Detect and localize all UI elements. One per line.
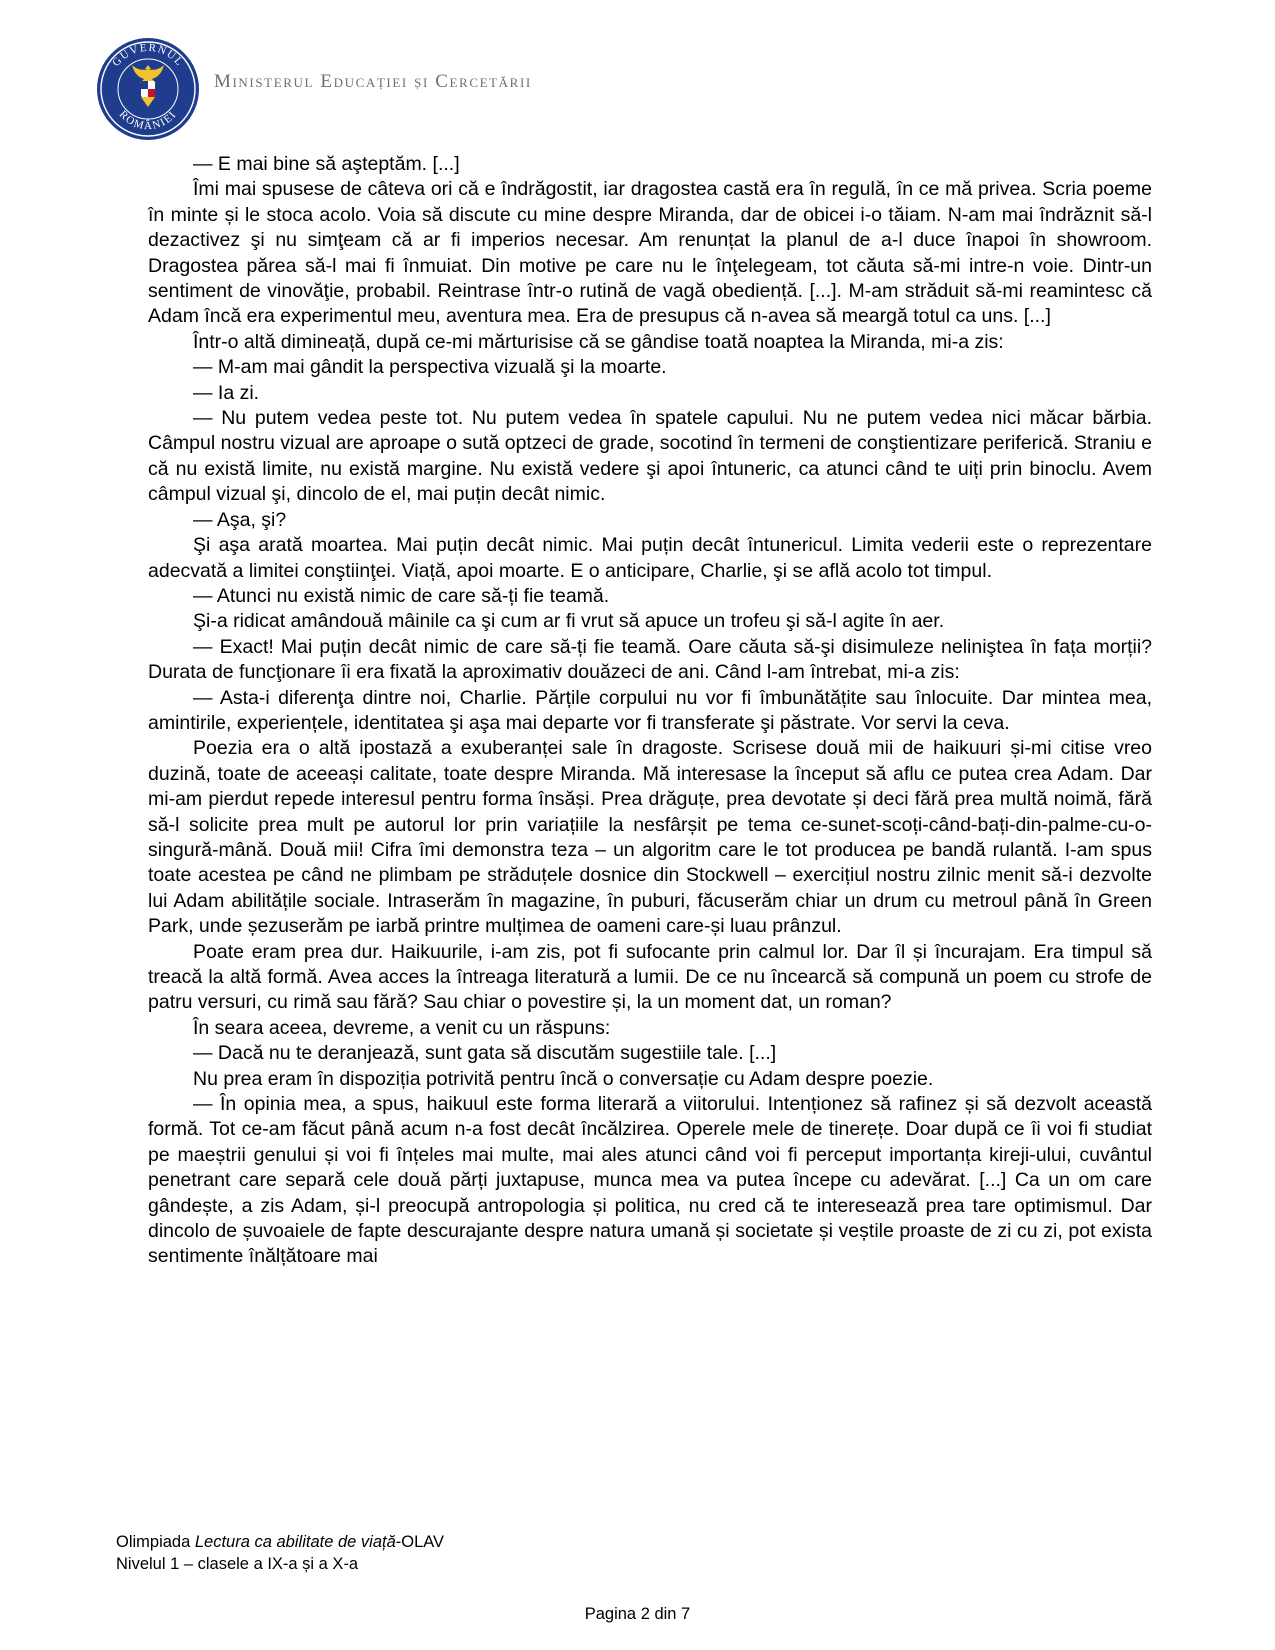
paragraph: Şi-a ridicat amândouă mâinile ca şi cum ar fi vrut să apuce un trofeu şi să-l agite în aer. xyxy=(193,610,945,633)
paragraph: — Exact! Mai puțin decât nimic de care să-ți fie teamă. Oare căuta să-şi disimuleze neliniştea în fața morții? Durata de funcţionare îi era fixată la aproximativ douăzeci de ani. Când l-am întrebat, mi-a zis: xyxy=(148,635,1152,684)
paragraph: Într-o altă dimineață, după ce-mi mărturisise că se gândise toată noaptea la Miranda, mi-a zis: xyxy=(193,330,1004,353)
paragraph: — În opinia mea, a spus, haikuul este forma literară a viitorului. Intenționez să rafinez și să dezvolt această formă. Tot ce-am făcut până acum n-a fost decât încălzirea. Operele mele de tinerețe. Doar după ce îi voi fi studiat pe maeștrii genului și voi fi înțeles mai multe, mai ales atunci când voi fi perceput importanța kireji-ului, cuvântul penetrant care separă cele două părți juxtapuse, munca mea va putea începe cu adevărat. [...] Ca un om care gândește, a zis Adam, și-l preocupă antropologia și politica, nu cred că te interesează prea tare optimismul. Dar dincolo de șuvoaiele de fapte descurajante despre natura umană și societate și veștile proaste de zi cu zi, pot exista sentimente înălțătoare mai xyxy=(148,1093,1152,1268)
paragraph: Poezia era o altă ipostază a exuberanței sale în dragoste. Scrisese două mii de haikuuri și-mi citise vreo duzină, toate de aceeași calitate, toate despre Miranda. Mă interesase la început să aflu ce putea crea Adam. Dar mi-am pierdut repede interesul pentru forma însăși. Prea drăguțe, prea devotate și deci fără prea multă noimă, fără să-l solicite prea mult pe autorul lor prin variațiile la nesfârșit pe tema ce-sunet-scoți-când-bați-din-palme-cu-o-singură-mână. Două mii! Cifra îmi demonstra teza – un algoritm care le tot producea pe bandă rulantă. I-am spus toate acestea pe când ne plimbam pe străduțele dosnice din Stockwell – exercițiul nostru zilnic menit să-i dezvolte lui Adam abilitățile sociale. Intraserăm în magazine, în puburi, făcuserăm chiar un drum cu metroul până în Green Park, unde șezuserăm pe iarbă printre mulțimea de oameni care-și luau prânzul. xyxy=(148,737,1152,938)
page-header xyxy=(96,34,532,144)
paragraph: Nu prea eram în dispoziția potrivită pentru încă o conversație cu Adam despre poezie. xyxy=(193,1067,934,1090)
olympiad-prefix: Olimpiada xyxy=(116,1533,195,1551)
paragraph: — Ia zi. xyxy=(193,381,260,404)
government-seal-logo xyxy=(96,37,200,141)
svg-text:ROMÂNIEI: ROMÂNIEI xyxy=(116,108,180,133)
paragraph: — M-am mai gândit la perspectiva vizuală şi la moarte. xyxy=(193,356,667,379)
page-number: Pagina 2 din 7 xyxy=(584,1605,691,1623)
paragraph: — E mai bine să aşteptăm. [...] xyxy=(193,153,460,175)
paragraph: — Asta-i diferenţa dintre noi, Charlie. Părțile corpului nu vor fi îmbunătățite sau înlocuite. Dar mintea mea, amintirile, experiențele, identitatea şi aşa mai departe vor fi transferate şi păstrate. Vor servi la ceva. xyxy=(148,686,1152,734)
paragraph: — Dacă nu te deranjează, sunt gata să discutăm sugestiile tale. [...] xyxy=(193,1042,777,1065)
page-footer xyxy=(116,1531,444,1575)
paragraph: — Aşa, şi? xyxy=(193,508,287,531)
olympiad-suffix: -OLAV xyxy=(395,1533,445,1551)
document-body xyxy=(148,152,1152,1270)
paragraph: În seara aceea, devreme, a venit cu un răspuns: xyxy=(193,1016,611,1039)
olympiad-line xyxy=(116,1531,444,1553)
paragraph: Şi aşa arată moartea. Mai puțin decât nimic. Mai puțin decât întunericul. Limita vederii este o reprezentare adecvată a limitei conştiinţei. Viață, apoi moarte. E o anticipare, Charlie, şi se află acolo tot timpul. xyxy=(148,534,1152,582)
olympiad-title: Lectura ca abilitate de viață xyxy=(194,1533,396,1551)
ministry-name: Ministerul Educației și Cercetării xyxy=(214,71,532,92)
svg-text:GUVERNUL: GUVERNUL xyxy=(110,41,186,69)
level-line: Nivelul 1 – clasele a IX-a și a X-a xyxy=(116,1555,359,1573)
paragraph: — Nu putem vedea peste tot. Nu putem vedea în spatele capului. Nu ne putem vedea nici măcar bărbia. Câmpul nostru vizual are aproape o sută optzeci de grade, socotind în termeni de conştientizare periferică. Straniu e că nu există limite, nu există margine. Nu există vedere şi apoi întuneric, ca atunci când te uiți prin binoclu. Avem câmpul vizual şi, dincolo de el, mai puțin decât nimic. xyxy=(148,407,1152,506)
paragraph: — Atunci nu există nimic de care să-ți fie teamă. xyxy=(193,584,610,607)
paragraph: Îmi mai spusese de câteva ori că e îndrăgostit, iar dragostea castă era în regulă, în ce mă privea. Scria poeme în minte și le stoca acolo. Voia să discute cu mine despre Miranda, dar de obicei i-o tăiam. N-am mai îndrăznit să-l dezactivez şi nu simţeam că ar fi imperios necesar. Am renunțat la planul de a-l duce înapoi în showroom. Dragostea părea să-l mai fi înmuiat. Din motive pe care nu le înţelegeam, tot căuta să-mi intre-n voie. Dintr-un sentiment de vinovăţie, probabil. Reintrase într-o rutină de vagă obediență. [...]. M-am străduit să-mi reamintesc că Adam încă era experimentul meu, aventura mea. Era de presupus că n-avea să meargă totul ca uns. [...] xyxy=(148,178,1152,328)
paragraph: Poate eram prea dur. Haikuurile, i-am zis, pot fi sufocante prin calmul lor. Dar îl și încurajam. Era timpul să treacă la altă formă. Avea acces la întreaga literatură a lumii. De ce nu încearcă să compună un poem cu strofe de patru versuri, cu rimă sau fără? Sau chiar o povestire și, la un moment dat, un roman? xyxy=(148,940,1152,1014)
